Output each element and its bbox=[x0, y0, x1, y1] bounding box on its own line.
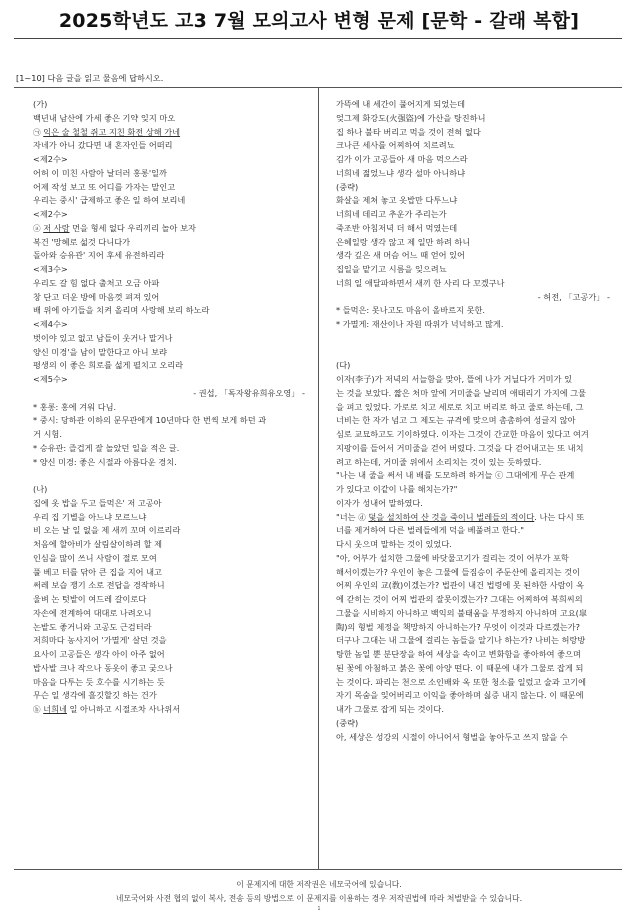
prose-text: . 나는 다시 또 bbox=[534, 511, 585, 522]
underlined-phrase: 덫을 설치하여 산 것을 죽이니 벌레들의 적이다 bbox=[368, 511, 535, 522]
page-title: 2025학년도 고3 7월 모의고사 변형 문제 [문학 - 갈래 복합] bbox=[58, 10, 580, 32]
footnote: * 중시: 당하관 이하의 문무관에게 10년마다 한 번씩 보게 하던 과 bbox=[33, 415, 267, 426]
source-citation: - 권섭, 「독자왕유희유오영」 - bbox=[193, 387, 305, 398]
verse-line: 우리도 갈 힘 없다 출처고 오금 아파 bbox=[33, 277, 160, 288]
verse-line: 너희네 데리고 추운가 주리는가 bbox=[336, 209, 447, 219]
prose-text: "너는 bbox=[336, 511, 359, 522]
prose-line: 에 갇히는 것이 어찌 법관의 잘못이겠는가? 그대는 어찌하여 복희씨의 bbox=[336, 594, 583, 604]
source-citation: - 허전, 「고공가」 - bbox=[537, 291, 610, 302]
verse-line: 은혜일랑 생각 않고 제 일만 하려 하니 bbox=[336, 236, 471, 247]
footnote: * 양신 미경: 좋은 시절과 아름다운 경치. bbox=[33, 456, 177, 467]
prose-line: 지팡이를 들어서 거미줄을 걷어 버렸다. 그것을 다 걷어내고는 또 내치 bbox=[336, 442, 584, 453]
verse-line: 울벼 논 텃밭이 여드레 갈이로다 bbox=[33, 594, 147, 604]
prose-line: 이자(李子)가 저녁의 서늘함을 맞아, 뜰에 나가 거닐다가 거미가 있 bbox=[336, 374, 573, 384]
marker-circle-a: ⓐ bbox=[33, 223, 41, 233]
prose-line: 어찌 우인의 교(敎)이겠는가? 법관이 내건 법령에 못 된하한 사람이 옥 bbox=[336, 580, 584, 591]
marker-circle-b: ⓑ bbox=[33, 705, 41, 714]
verse-line: 집에 옷 밥을 두고 들먹은' 저 고공아 bbox=[33, 497, 162, 508]
stanza-label: <제5수> bbox=[33, 374, 68, 384]
underlined-phrase: 너희네 bbox=[43, 704, 67, 714]
stanza-label: <제2수> bbox=[33, 209, 68, 219]
verse-line: 인심을 많이 쓰니 사람이 절로 모여 bbox=[33, 552, 157, 563]
verse-line: 비 오는 날 일 없을 제 새끼 꼬며 이르리라 bbox=[33, 525, 181, 536]
prose-line: 는 것을 보았다. 짧은 처마 앞에 거미줄을 날리며 애태리기 가지에 그물 bbox=[336, 387, 587, 398]
verse-line: 생각 깊은 새 머슴 어느 때 얻어 있어 bbox=[336, 250, 465, 261]
verse-line bbox=[33, 126, 309, 140]
verse-line: 엊그제 화강도(火强盜)에 가산을 탕진하니 bbox=[336, 112, 486, 123]
verse-line: 배 위에 아기들을 치켜 올리며 사랑해 보리 하노라 bbox=[33, 305, 210, 316]
title-divider bbox=[14, 38, 622, 39]
stanza-label: <제2수> bbox=[33, 154, 68, 164]
verse-line: 저희마다 농사지어 '가멸게' 살던 것을 bbox=[33, 635, 167, 646]
verse-text: 먼을 형세 없다 우리끼리 놀아 보자 bbox=[69, 222, 196, 233]
verse-line: 복건 '망혜로 섧것 다니다가 bbox=[33, 236, 131, 247]
prose-line: 아, 세상은 성강의 시절이 아니어서 형벌을 놓아두고 쓰지 않을 수 bbox=[336, 731, 568, 742]
prose-line: 그물을 시비하지 아니하고 백익의 불태움을 부정하지 아니하며 고요(皐 bbox=[336, 607, 588, 618]
verse-line: 화살을 제쳐 놓고 옷밥만 다투느냐 bbox=[336, 195, 458, 206]
omission-mark: (중략) bbox=[336, 717, 359, 728]
prose-line: 가 있다고 이같이 나를 해치는가?" bbox=[336, 484, 458, 494]
copyright-notice: 이 문제지에 대한 저작권은 네모국어에 있습니다. bbox=[236, 880, 402, 889]
verse-line bbox=[33, 703, 309, 717]
prose-line: 내가 그물로 잡게 되는 것이다. bbox=[336, 704, 444, 714]
verse-line: 너희 일 애달파하면서 새끼 한 사리 다 꼬겠구나 bbox=[336, 277, 505, 288]
prose-line: 너를 제거하여 다른 벌레들에게 덕을 베풀려고 한다." bbox=[336, 525, 525, 536]
prose-line: 다시 웃으며 말하는 것이 있었다. bbox=[336, 539, 452, 549]
verse-line: 어제 작성 보고 또 어디를 가자는 말인고 bbox=[33, 181, 176, 192]
page-number: 1 bbox=[317, 906, 321, 912]
passage-a-label: (가) bbox=[33, 99, 48, 109]
prose-line bbox=[336, 511, 614, 525]
verse-line: 김가 이가 고공들아 새 마음 먹으스라 bbox=[336, 154, 468, 164]
verse-line: 죽조반 아침저녁 더 해서 먹였는데 bbox=[336, 222, 458, 233]
verse-line: 양신 미경'을 남이 말한다고 아니 보랴 bbox=[33, 346, 167, 357]
footnote: 거 시험. bbox=[33, 429, 62, 439]
verse-line: 우리 집 기별을 아느냐 모르느냐 bbox=[33, 511, 147, 522]
verse-line: 돌아와 승유관' 지어 후세 유전하리라 bbox=[33, 250, 165, 261]
left-column bbox=[33, 98, 309, 717]
verse-text: 일 아니하고 시절조차 사나위서 bbox=[66, 704, 181, 714]
footnote: * 승유관: 즐겁게 잘 놀았던 일을 적은 글. bbox=[33, 442, 180, 453]
verse-line: 요사이 고공들은 생각 아이 아주 없어 bbox=[33, 649, 165, 659]
passage-c-label: (다) bbox=[336, 360, 351, 371]
verse-line: 어허 이 미친 사람아 날더러 홍롱'일까 bbox=[33, 167, 167, 178]
prose-line: 이자가 성내어 말하였다. bbox=[336, 497, 423, 508]
verse-line: 평생의 이 좋은 희로를 섧게 펼치고 오리라 bbox=[33, 360, 184, 371]
verse-line: 창 단고 더운 방에 마음껏 펴져 있어 bbox=[33, 291, 160, 302]
verse-line: 크나큰 세사를 어찌하여 치르려뇨 bbox=[336, 140, 455, 151]
verse-line: 처음에 할아비가 살림살이하려 할 제 bbox=[33, 539, 163, 549]
passage-b-label: (나) bbox=[33, 484, 48, 494]
right-column bbox=[336, 98, 614, 744]
verse-line: 무슨 일 생각에 흘깃할깃 하는 건가 bbox=[33, 690, 157, 701]
verse-line: 집 하나 불타 버리고 먹을 것이 전혀 없다 bbox=[336, 126, 481, 137]
omission-mark: (중략) bbox=[336, 181, 359, 192]
question-instruction: [1~10] 다음 글을 읽고 물음에 답하시오. bbox=[16, 73, 164, 83]
prose-line: 자기 목숨을 잊어버리고 이익을 좋아하며 싫증 내지 않는다. 이 때문에 bbox=[336, 690, 584, 701]
prose-line: "나는 내 줄을 써서 내 배를 도모하려 하거늘 ⓒ 그대에게 무슨 관계 bbox=[336, 470, 575, 481]
footnote: * 홍롱: 홍에 겨워 다님. bbox=[33, 401, 117, 412]
prose-line: 을 펴고 있었다. 가로로 치고 세로로 치고 버리로 하고 줄로 하는데, 그 bbox=[336, 401, 584, 412]
prose-line: 해서이겠는가? 우인이 놓은 그물에 들짐승이 주둔산에 올리지는 것이 bbox=[336, 566, 581, 577]
verse-line bbox=[33, 222, 309, 236]
prose-line: 된 꽃에 아첨하고 붉은 꽃에 아양 떤다. 이 때문에 내가 그물로 잡게 되 bbox=[336, 662, 584, 673]
verse-line: 논밭도 좋거니와 고공도 근검터라 bbox=[33, 621, 152, 632]
footnote: * 가멸게: 재산이나 자원 따위가 넉넉하고 많게. bbox=[336, 319, 504, 329]
stanza-label: <제4수> bbox=[33, 319, 68, 329]
marker-circle-d: ⓓ bbox=[358, 512, 366, 522]
verse-line: 우리는 중시' 급제하고 좋은 일 하여 보리네 bbox=[33, 195, 186, 206]
verse-line: 자손에 전계하여 대대로 나려오니 bbox=[33, 607, 152, 618]
verse-line: 너희네 젊었느냐 생각 설마 아니하냐 bbox=[336, 167, 466, 178]
column-divider bbox=[318, 88, 319, 869]
prose-line: 는 것이다. 파리는 천으로 소인배와 옥 또한 청소를 일렀고 술과 고기에 bbox=[336, 676, 587, 687]
verse-line: 가뜩에 내 세간이 풀어지게 되었는데 bbox=[336, 99, 466, 109]
verse-line: 백년내 남산에 가세 좋은 기약 잊지 마오 bbox=[33, 112, 176, 123]
verse-line: 풀 베고 터를 닦아 큰 집을 지어 내고 bbox=[33, 566, 162, 577]
verse-line: 자네가 아니 갔다면 내 혼자인들 어떠리 bbox=[33, 140, 173, 151]
prose-line: 려고 하는데, 거미줄 위에서 소리치는 것이 있는 듯하였다. bbox=[336, 456, 542, 467]
verse-line: 마음을 다투는 듯 호수를 시기하는 듯 bbox=[33, 676, 165, 687]
prose-line: 심로 교묘하고도 기이하였다. 이자는 그것이 간교한 마음이 있다고 여겨 bbox=[336, 429, 589, 439]
verse-line: 써레 보습 쟁기 소로 전답을 경작하니 bbox=[33, 580, 165, 591]
footnote: * 들먹은: 못나고도 마음이 올바르지 못한. bbox=[336, 305, 486, 316]
footer-divider bbox=[14, 869, 622, 870]
prose-line: 너비는 한 자가 넘고 그 제도는 규격에 맞으며 촘촘하여 성글지 않아 bbox=[336, 415, 576, 426]
verse-line: 집일을 맡기고 시름을 잊으려뇨 bbox=[336, 264, 447, 274]
copyright-warning: 네모국어와 사전 협의 없이 복사, 전송 등의 방법으로 이 문제지를 이용하는 경우 저작권법에 따라 처벌받을 수 있습니다. bbox=[115, 894, 523, 903]
stanza-label: <제3수> bbox=[33, 264, 68, 274]
verse-line: 밥사발 크나 작으나 동옷이 좋고 궂으나 bbox=[33, 662, 173, 673]
marker-a: ㉠ bbox=[33, 127, 41, 137]
prose-line: 탕한 놈일 뿐 분단장을 하여 세상을 속이고 변화함을 좋아하여 좋으며 bbox=[336, 649, 581, 659]
underlined-phrase-a: 익은 술 철철 쥐고 지친 화전 상해 가네 bbox=[43, 126, 181, 137]
verse-line: 벗이야 있고 없고 남들이 웃거나 말거나 bbox=[33, 332, 173, 343]
underlined-phrase: 저 사람 bbox=[43, 222, 70, 233]
prose-line: "아, 어부가 설치한 그물에 바닷물고기가 걸리는 것이 어부가 포학 bbox=[336, 552, 569, 563]
prose-line: 더구나 그대는 내 그물에 걸리는 놈들을 알기나 하는가? 나비는 허랑방 bbox=[336, 635, 586, 646]
prose-line: 陶)의 형벌 제정을 책망하지 아니하는가? 무엇이 이것과 다르겠는가? bbox=[336, 621, 580, 632]
